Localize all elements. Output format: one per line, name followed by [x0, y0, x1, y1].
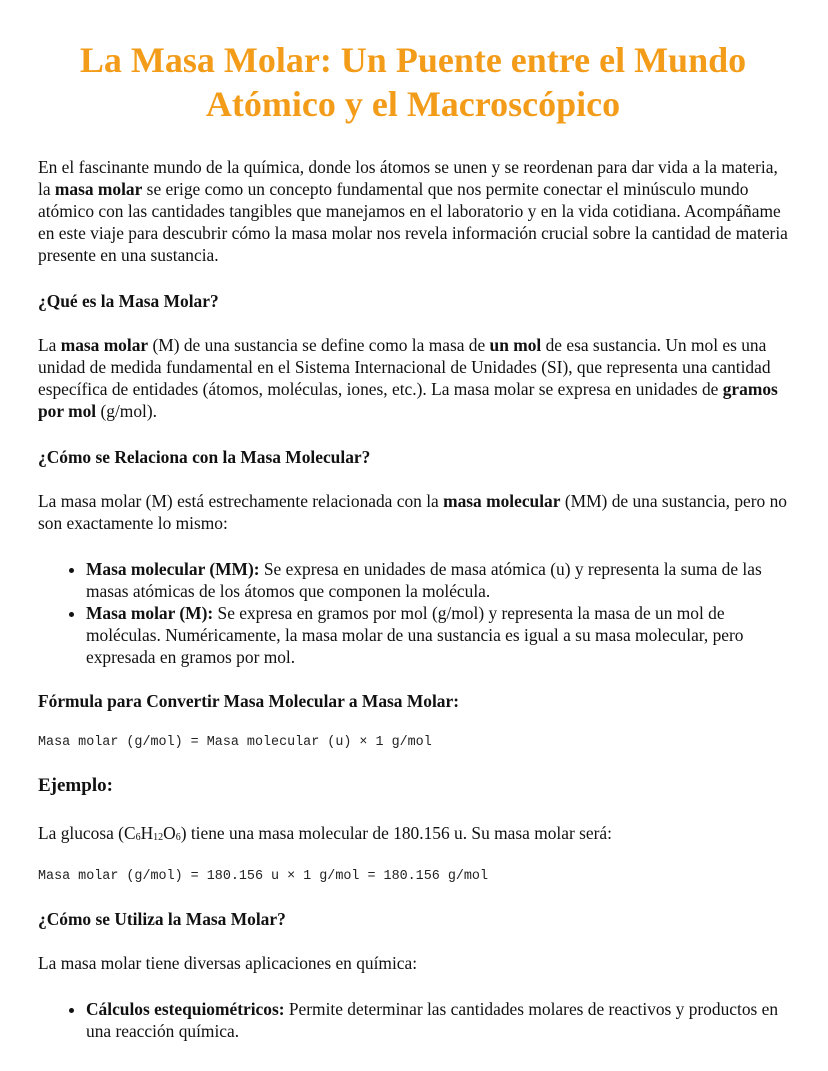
- formula-code: Masa molar (g/mol) = Masa molecular (u) × 1 g/mol: [38, 735, 432, 750]
- example-heading: Ejemplo:: [38, 775, 113, 796]
- section-heading-usage: ¿Cómo se Utiliza la Masa Molar?: [38, 909, 286, 929]
- intro-paragraph: En el fascinante mundo de la química, donde los átomos se unen y se reordenan para dar vida a la materia, la masa molar se erige como un concepto fundamental que nos permite conectar el minúsculo mundo atómico con las cantidades tangibles que manejamos en el laboratorio y en la vida cotidiana. Acompáñame en este viaje para descubrir cómo la masa molar nos revela información crucial sobre la cantidad de materia presente en una sustancia.: [38, 157, 788, 265]
- list-item-label: Masa molecular (MM):: [86, 559, 260, 579]
- list-item-label: Cálculos estequiométricos:: [86, 999, 285, 1019]
- section-heading-formula: Fórmula para Convertir Masa Molecular a Masa Molar:: [38, 691, 459, 711]
- relation-list: [38, 558, 788, 668]
- list-item-label: Masa molar (M):: [86, 603, 214, 623]
- list-item: • Cálculos estequiométricos: Permite determinar las cantidades molares de reactivos y productos en una reacción química.: [86, 998, 788, 1042]
- example-code: Masa molar (g/mol) = 180.156 u × 1 g/mol = 180.156 g/mol: [38, 869, 488, 884]
- bold-term: masa molar: [60, 335, 149, 355]
- list-item: • Masa molar (M): Se expresa en gramos por mol (g/mol) y representa la masa de un mol de moléculas. Numéricamente, la masa molar de una sustancia es igual a su masa molecular, pero expresada en gramos por mol.: [86, 602, 788, 668]
- example-paragraph: La glucosa $(C_6H_{12}O_6)$ tiene una masa molecular de 180.156 u. Su masa molar será:: [38, 823, 612, 843]
- section-heading-relation: ¿Cómo se Relaciona con la Masa Molecular?: [38, 447, 371, 467]
- usage-intro: La masa molar tiene diversas aplicaciones en química:: [38, 953, 418, 973]
- list-item: • Masa molecular (MM): Se expresa en unidades de masa atómica (u) y representa la suma de las masas atómicas de los átomos que componen la molécula.: [86, 558, 788, 602]
- bold-term: masa molar: [54, 179, 143, 199]
- bold-term: un mol: [489, 335, 542, 355]
- section-heading-what-is: ¿Qué es la Masa Molar?: [38, 291, 219, 311]
- definition-paragraph: La masa molar (M) de una sustancia se define como la masa de un mol de esa sustancia. Un mol es una unidad de medida fundamental en el Sistema Internacional de Unidades (SI), que representa una cantidad específica de entidades (átomos, moléculas, iones, etc.). La masa molar se expresa en unidades de gramos por mol (g/mol).: [38, 335, 778, 421]
- usage-list: [38, 998, 788, 1042]
- relation-paragraph: La masa molar (M) está estrechamente relacionada con la masa molecular (MM) de una sustancia, pero no son exactamente lo mismo:: [38, 491, 787, 533]
- page-title: La Masa Molar: Un Puente entre el Mundo Atómico y el Macroscópico: [79, 40, 747, 124]
- bold-term: masa molecular: [443, 491, 561, 511]
- bold-term: gramos por mol: [38, 379, 778, 421]
